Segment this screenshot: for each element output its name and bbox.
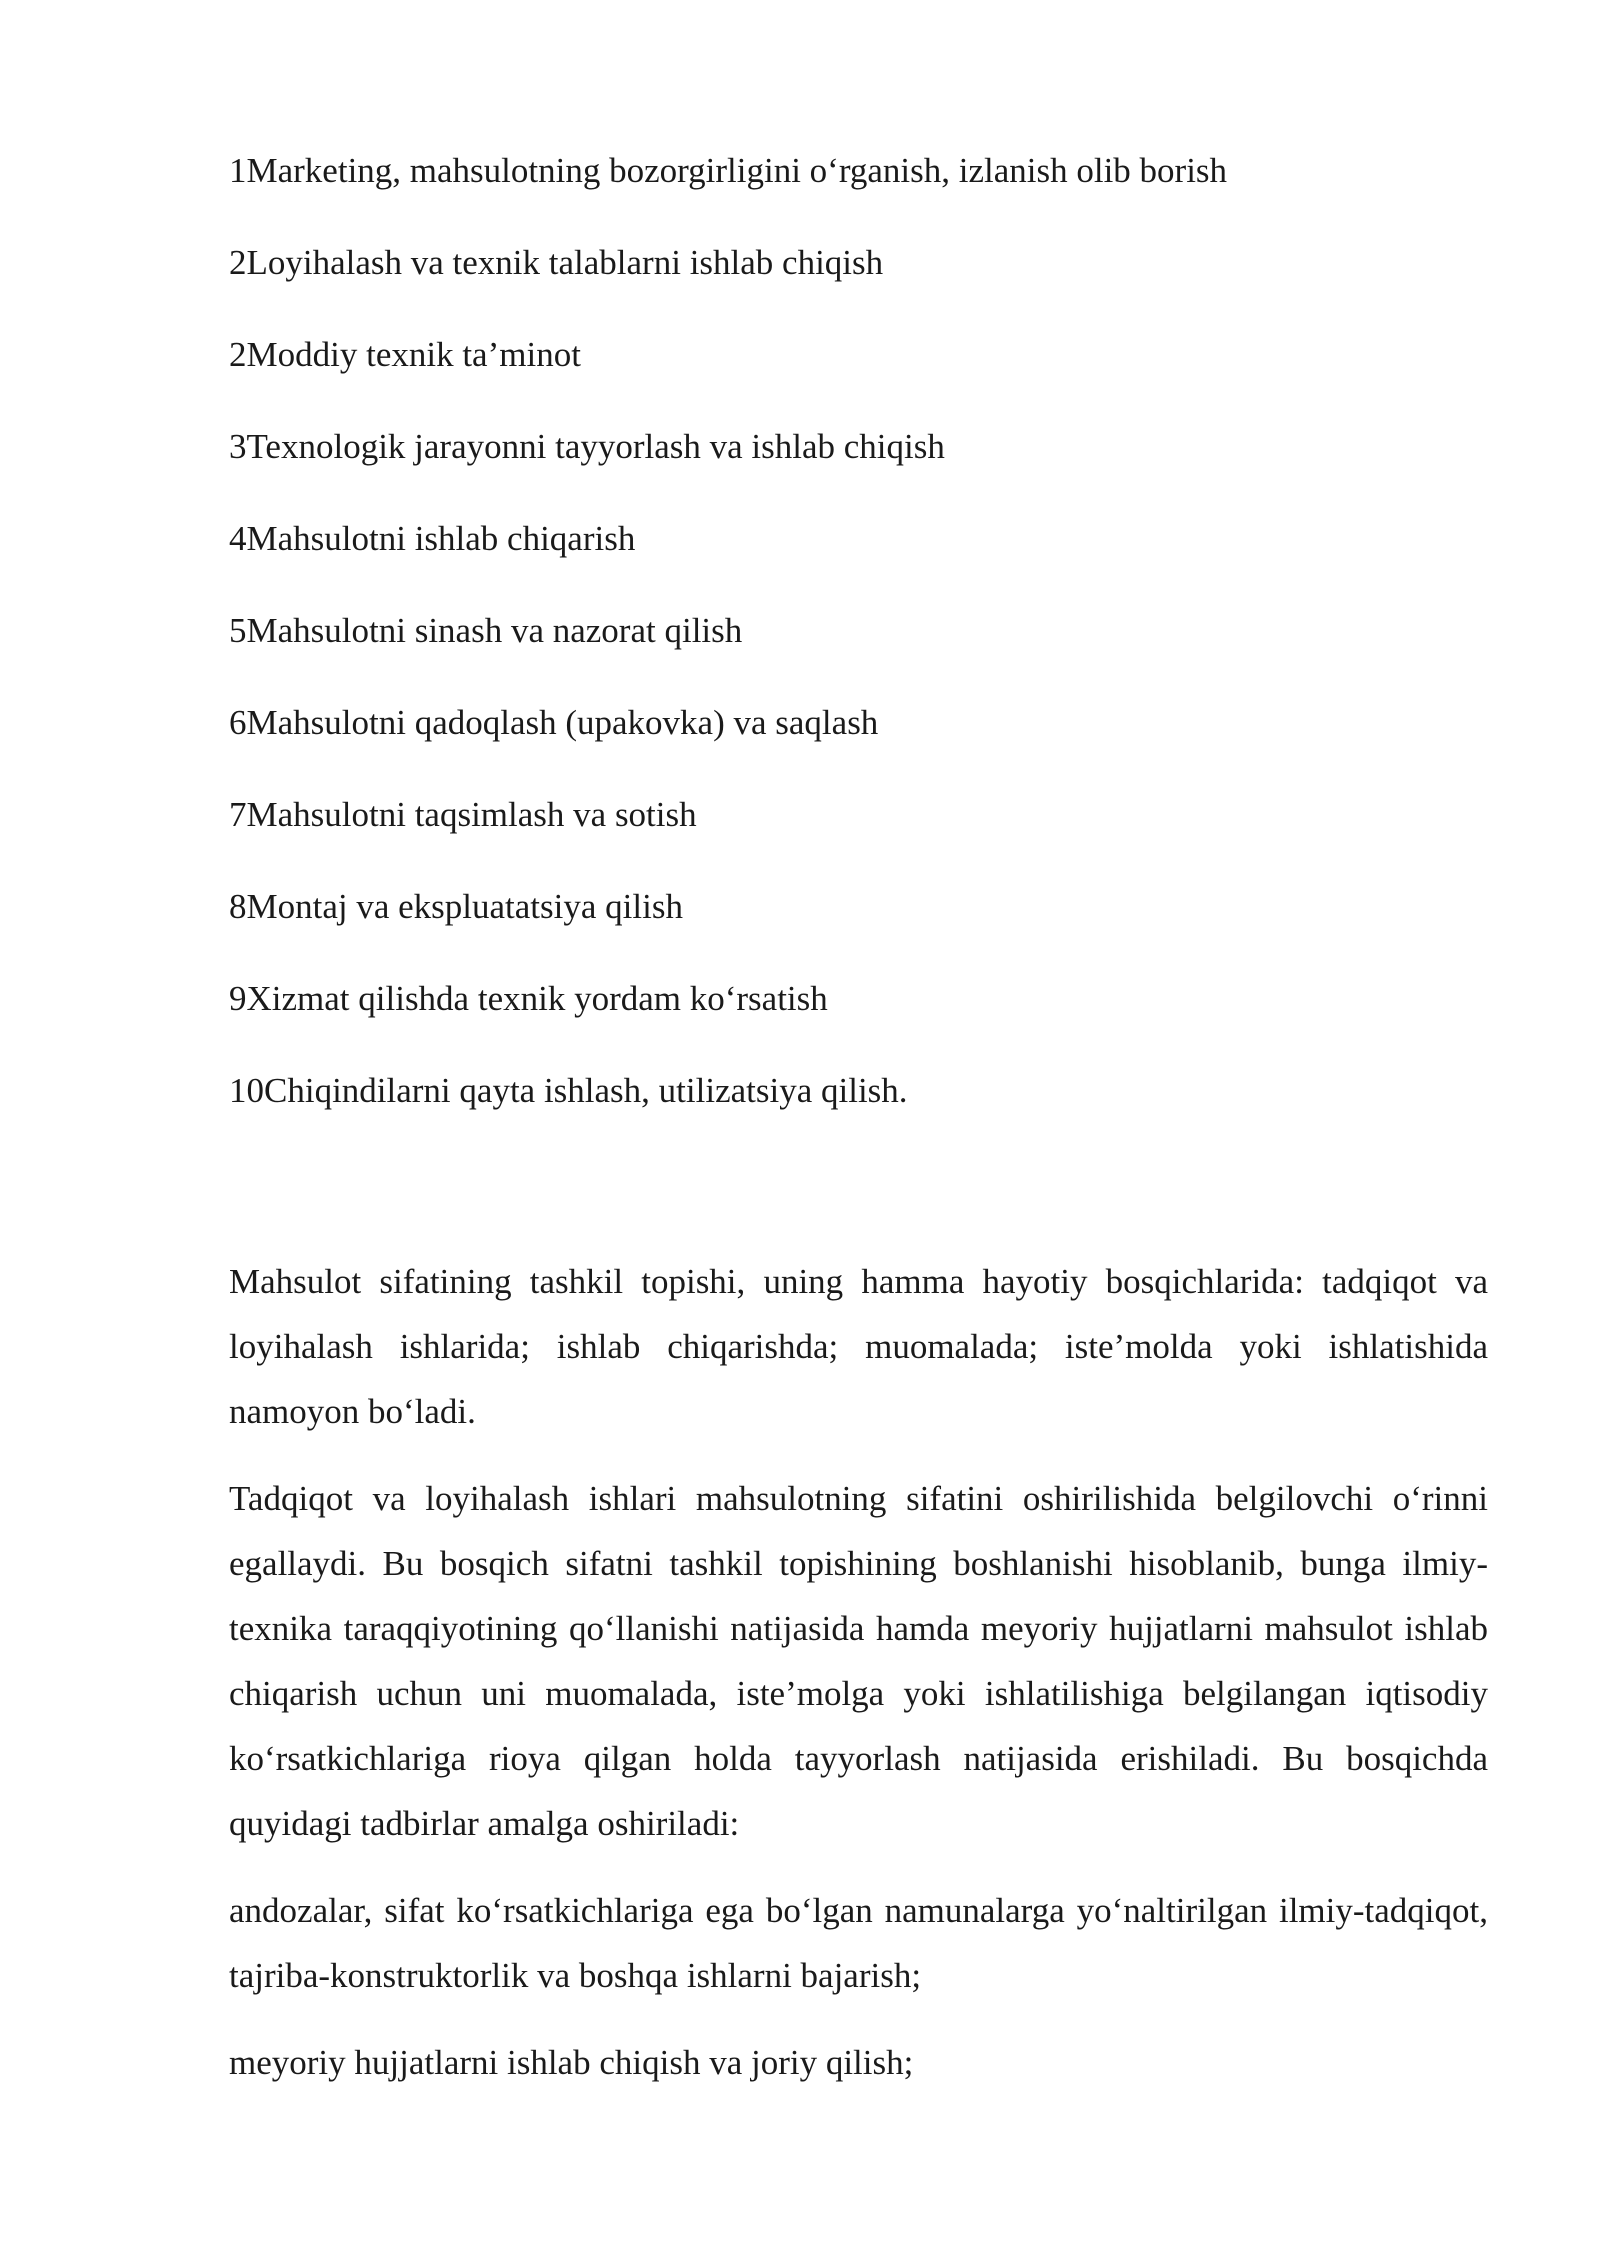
paragraph-research-design: Tadqiqot va loyihalash ishlari mahsulotning sifatini oshirilishida belgilovchi o‘rinni egallaydi. Bu bosqich sifatni tashkil topishining boshlanishi hisoblanib, bunga ilmiy-texnika taraqqiyotining qo‘llanishi natijasida hamda meyoriy hujjatlarni mahsulot ishlab chiqarish uchun uni muomalada, iste’molga yoki ishlatilishiga belgilangan iqtisodiy ko‘rsatkichlariga rioya qilgan holda tayyorlash natijasida erishiladi. Bu bosqichda quyidagi tadbirlar amalga oshiriladi: <box>229 1479 1488 1843</box>
body-text <box>229 1249 1488 2095</box>
step-item: 8Montaj va ekspluatatsiya qilish <box>229 887 683 926</box>
paragraph-standards-work: andozalar, sifat ko‘rsatkichlariga ega bo‘lgan namunalarga yo‘naltirilgan ilmiy-tadqiqot, tajriba-konstruktorlik va boshqa ishlarni bajarish; <box>229 1891 1488 1995</box>
step-item: 9Xizmat qilishda texnik yordam ko‘rsatish <box>229 979 828 1018</box>
step-item: 10Chiqindilarni qayta ishlash, utilizatsiya qilish. <box>229 1071 908 1110</box>
step-item: 7Mahsulotni taqsimlash va sotish <box>229 795 697 834</box>
step-item: 6Mahsulotni qadoqlash (upakovka) va saqlash <box>229 703 879 742</box>
paragraph-normative-documents: meyoriy hujjatlarni ishlab chiqish va joriy qilish; <box>229 2043 914 2082</box>
step-item: 2Moddiy texnik ta’minot <box>229 335 581 374</box>
step-item: 2Loyihalash va texnik talablarni ishlab chiqish <box>229 243 884 282</box>
steps-list <box>229 150 1488 1111</box>
step-item: 4Mahsulotni ishlab chiqarish <box>229 519 636 558</box>
step-item: 5Mahsulotni sinash va nazorat qilish <box>229 611 743 650</box>
paragraph-quality-formation: Mahsulot sifatining tashkil topishi, uning hamma hayotiy bosqichlarida: tadqiqot va loyihalash ishlarida; ishlab chiqarishda; muomalada; iste’molda yoki ishlatishida namoyon bo‘ladi. <box>229 1262 1488 1431</box>
step-item: 1Marketing, mahsulotning bozorgirligini o‘rganish, izlanish olib borish <box>229 151 1228 190</box>
step-item: 3Texnologik jarayonni tayyorlash va ishlab chiqish <box>229 427 945 466</box>
